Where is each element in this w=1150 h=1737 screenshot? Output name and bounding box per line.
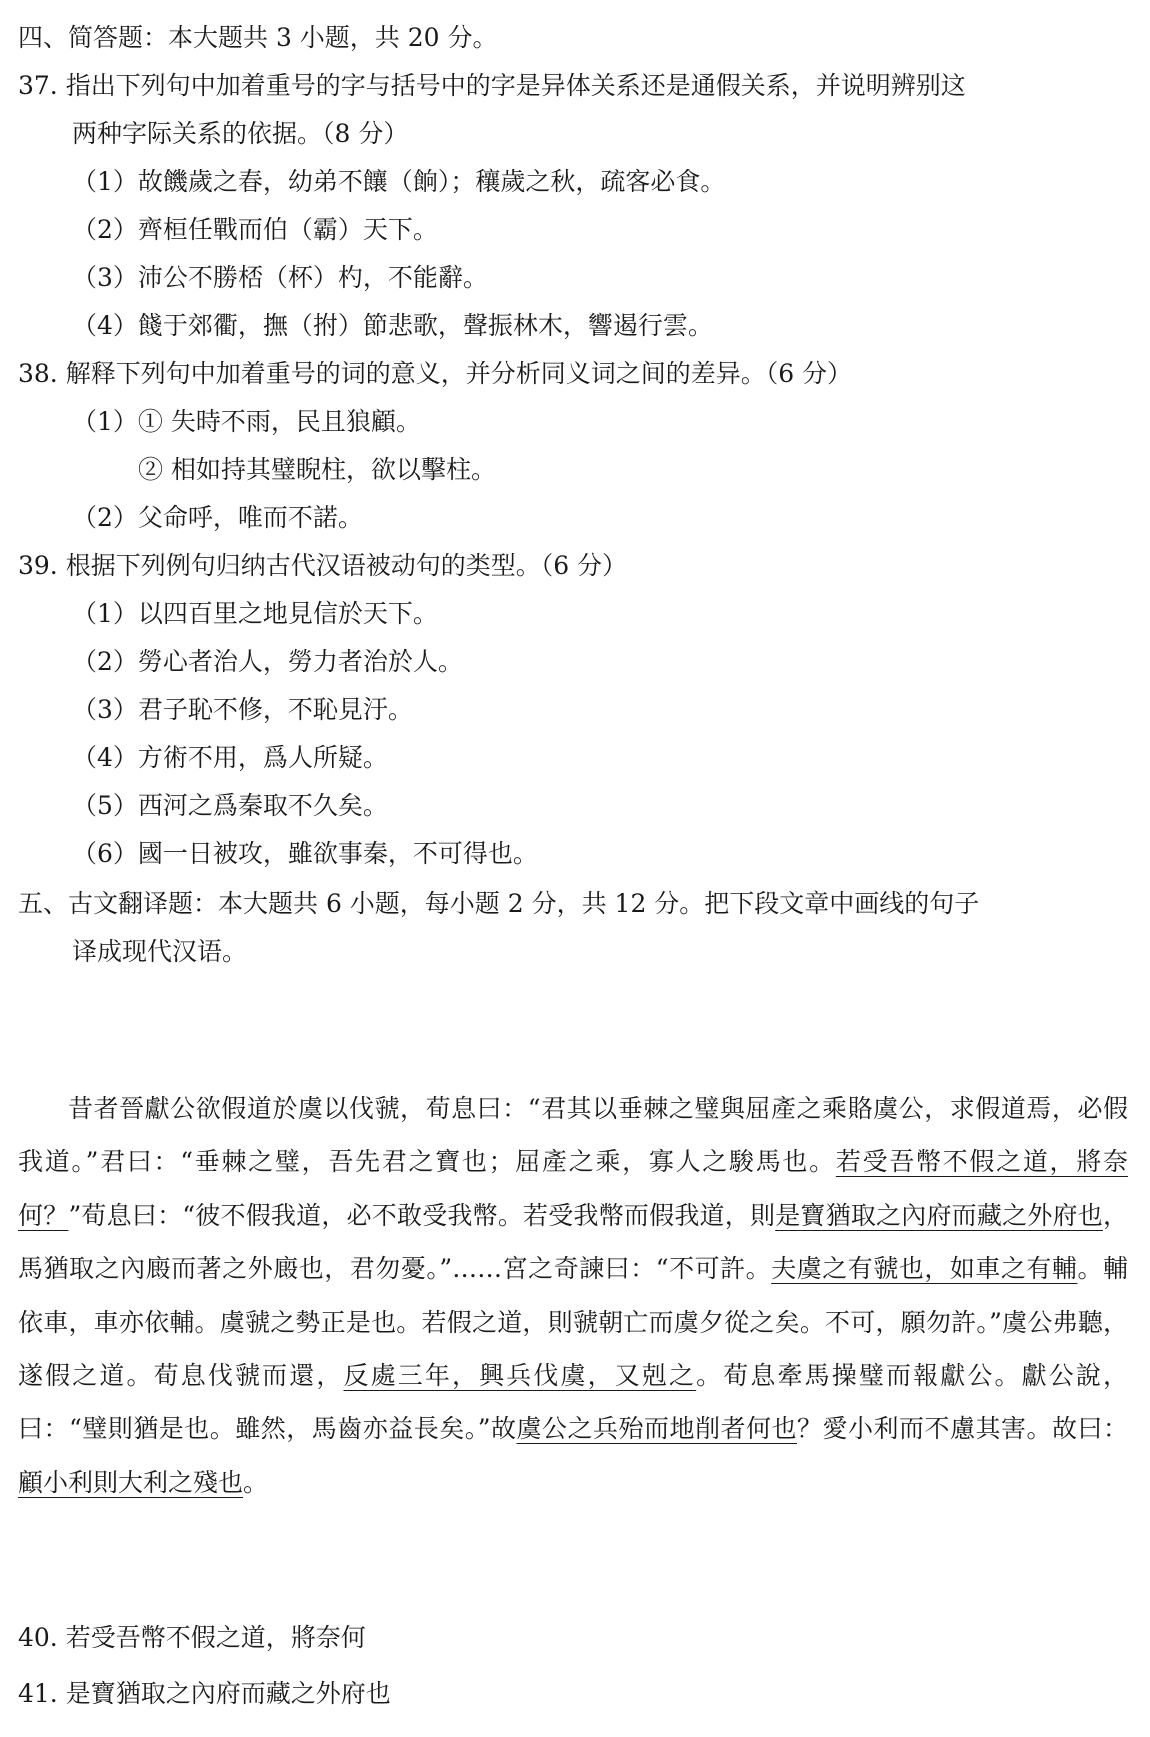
question-37-line-1: 37. 指出下列句中加着重号的字与括号中的字是异体关系还是通假关系，并说明辨别这 (18, 71, 966, 100)
passage-text: 。荀息牽馬操璧而報獻公。獻公說，曰：“璧則猶是也。雖然，馬齒亦益長矣。”故 (18, 1361, 1128, 1444)
question-38-item-1b: ② 相如持其璧睨柱，欲以擊柱。 (138, 455, 496, 484)
underlined-sentence-3: 夫虞之有虢也，如車之有輔 (771, 1254, 1078, 1284)
classical-passage (18, 1082, 1128, 1509)
passage-text: ？愛小利而不慮其害。故曰： (797, 1414, 1128, 1444)
underlined-sentence-2: 是寶猶取之內府而藏之外府也 (775, 1200, 1103, 1230)
passage-paragraph (18, 1082, 1128, 1509)
question-39-item-2: （2）勞心者治人，勞力者治於人。 (72, 647, 463, 676)
question-37-item-1: （1）故饑歲之春，幼弟不饟（餉）；穰歲之秋，疏客必食。 (72, 167, 726, 196)
question-37-item-3: （3）沛公不勝桮（杯）杓，不能辭。 (72, 263, 488, 292)
passage-text: ，馬猶取之內廄而著之外廄也，君勿憂。”……宮之奇諫曰：“不可許。 (18, 1200, 1128, 1284)
section-4-heading: 四、简答题：本大题共 3 小题，共 20 分。 (18, 23, 498, 52)
question-41: 41. 是寶猶取之內府而藏之外府也 (18, 1679, 391, 1708)
question-38-item-1: （1）① 失時不雨，民且狼顧。 (72, 407, 421, 436)
section-5-heading-line-2: 译成现代汉语。 (72, 937, 248, 966)
underlined-sentence-1: 若受吾幣不假之道，將奈何？ (18, 1147, 1128, 1230)
underlined-sentence-4: 反處三年，興兵伐虞，又剋之 (343, 1361, 697, 1391)
question-38-item-2: （2）父命呼，唯而不諾。 (72, 503, 363, 532)
question-39-item-5: （5）西河之爲秦取不久矣。 (72, 791, 388, 820)
passage-text: ”荀息曰：“彼不假我道，必不敢受我幣。若受我幣而假我道，則 (68, 1200, 776, 1230)
passage-text: 。輔依車，車亦依輔。虞虢之勢正是也。若假之道，則虢朝亡而虞夕從之矣。不可，願勿許。”虞公弗聽，遂假之道。荀息伐虢而還， (18, 1254, 1128, 1391)
question-39-item-6: （6）國一日被攻，雖欲事秦，不可得也。 (72, 839, 538, 868)
question-37-line-2: 两种字际关系的依据。（8 分） (72, 119, 409, 148)
question-37-item-2: （2）齊桓任戰而伯（霸）天下。 (72, 215, 438, 244)
question-39-item-3: （3）君子恥不修，不恥見汙。 (72, 695, 413, 724)
underlined-sentence-6: 顧小利則大利之殘也 (18, 1467, 244, 1497)
passage-text: 。 (243, 1467, 269, 1497)
question-39-item-1: （1）以四百里之地見信於天下。 (72, 599, 438, 628)
question-39-line-1: 39. 根据下列例句归纳古代汉语被动句的类型。（6 分） (18, 551, 628, 580)
passage-text: 昔者晉獻公欲假道於虞以伐虢，荀息曰：“君其以垂棘之璧與屈產之乘賂虞公，求假道焉，必假我道。”君曰：“垂棘之璧，吾先君之寶也；屈產之乘，寡人之駿馬也。 (18, 1094, 1128, 1177)
underlined-sentence-5: 虞公之兵殆而地削者何也 (516, 1414, 797, 1444)
question-39-item-4: （4）方術不用，爲人所疑。 (72, 743, 388, 772)
question-40: 40. 若受吾幣不假之道，將奈何 (18, 1623, 366, 1652)
section-5-heading-line-1: 五、古文翻译题：本大题共 6 小题，每小题 2 分，共 12 分。把下段文章中画线的句子 (18, 889, 980, 918)
question-37-item-4: （4）餞于郊衢，撫（拊）節悲歌，聲振林木，響遏行雲。 (72, 311, 713, 340)
question-38-line-1: 38. 解释下列句中加着重号的词的意义，并分析同义词之间的差异。（6 分） (18, 359, 853, 388)
